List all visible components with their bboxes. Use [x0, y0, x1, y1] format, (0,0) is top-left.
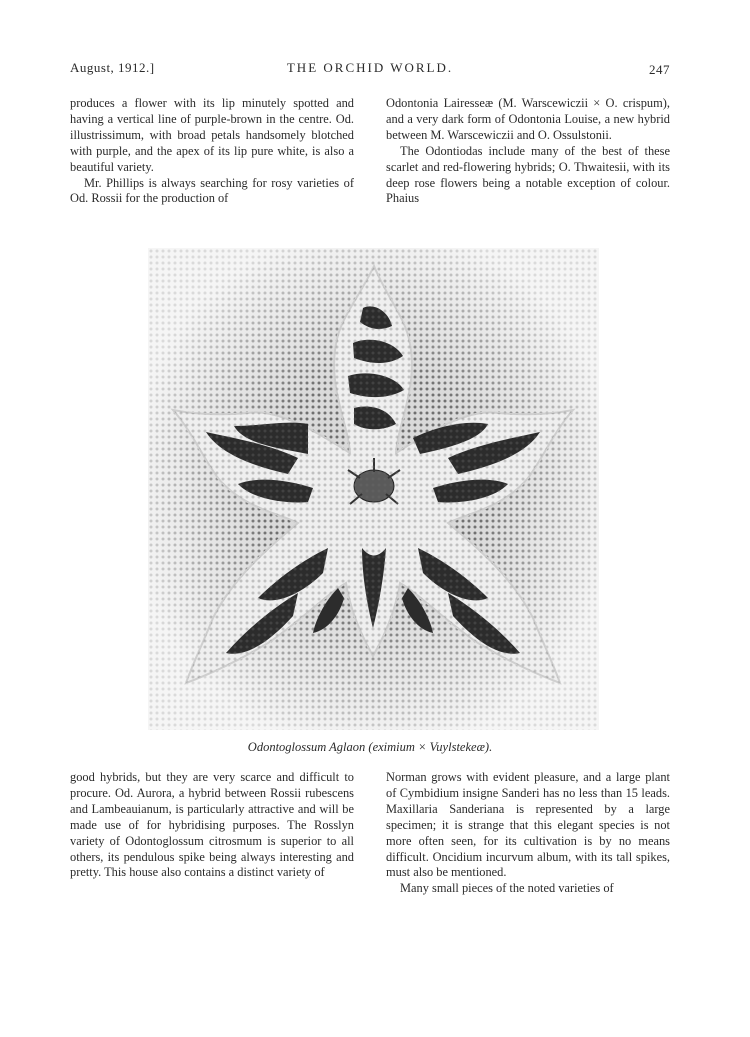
- column-bottom-right: [386, 770, 670, 897]
- paragraph: Odontonia Lairesseæ (M. Warscewiczii × O. crispum), and a very dark form of Odontonia Louise, a new hybrid between M. Warscewiczii and O. Ossulstonii.: [386, 96, 670, 142]
- column-top-left: [70, 96, 354, 207]
- paragraph: Many small pieces of the noted varieties of: [400, 881, 614, 896]
- page-number: 247: [649, 62, 670, 77]
- column-bottom-left: [70, 770, 354, 881]
- paragraph: Norman grows with evident pleasure, and a large plant of Cymbidium insigne Sanderi has no less than 15 leads. Maxillaria Sanderiana is represented by a large specimen; it is strange that this elegant species is not more often seen, for its cultivation is by no means difficult. Oncidium incurvum album, with its tall spikes, must also be mentioned.: [386, 770, 670, 880]
- header-date: August, 1912.]: [70, 60, 155, 75]
- paragraph: good hybrids, but they are very scarce and difficult to procure. Od. Aurora, a hybrid between Rossii rubescens and Lambeauianum, is particularly attractive and will be made use of for hybridising purposes. The Rosslyn variety of Odontoglossum citrosmum is superior to all others, its pendulous spike being always interesting and pretty. This house also contains a distinct variety of: [70, 770, 354, 880]
- column-top-right: [386, 96, 670, 207]
- journal-title: THE ORCHID WORLD.: [286, 60, 454, 75]
- running-header: [70, 60, 670, 78]
- paragraph: The Odontiodas include many of the best of these scarlet and red-flowering hybrids; O. Thwaitesii, with its deep rose flowers being a notable exception of colour. Phaius: [386, 143, 670, 206]
- paragraph: produces a flower with its lip minutely spotted and having a vertical line of purple-brown in the centre. Od. illustrissimum, with broad petals handsomely blotched with purple, and the apex of its lip pure white, is also a beautiful variety.: [70, 96, 354, 174]
- figure-caption: Odontoglossum Aglaon (eximium × Vuylstekeæ).: [247, 740, 493, 754]
- orchid-photograph: [148, 248, 599, 730]
- paragraph: Mr. Phillips is always searching for rosy varieties of Od. Rossii for the production of: [70, 175, 354, 206]
